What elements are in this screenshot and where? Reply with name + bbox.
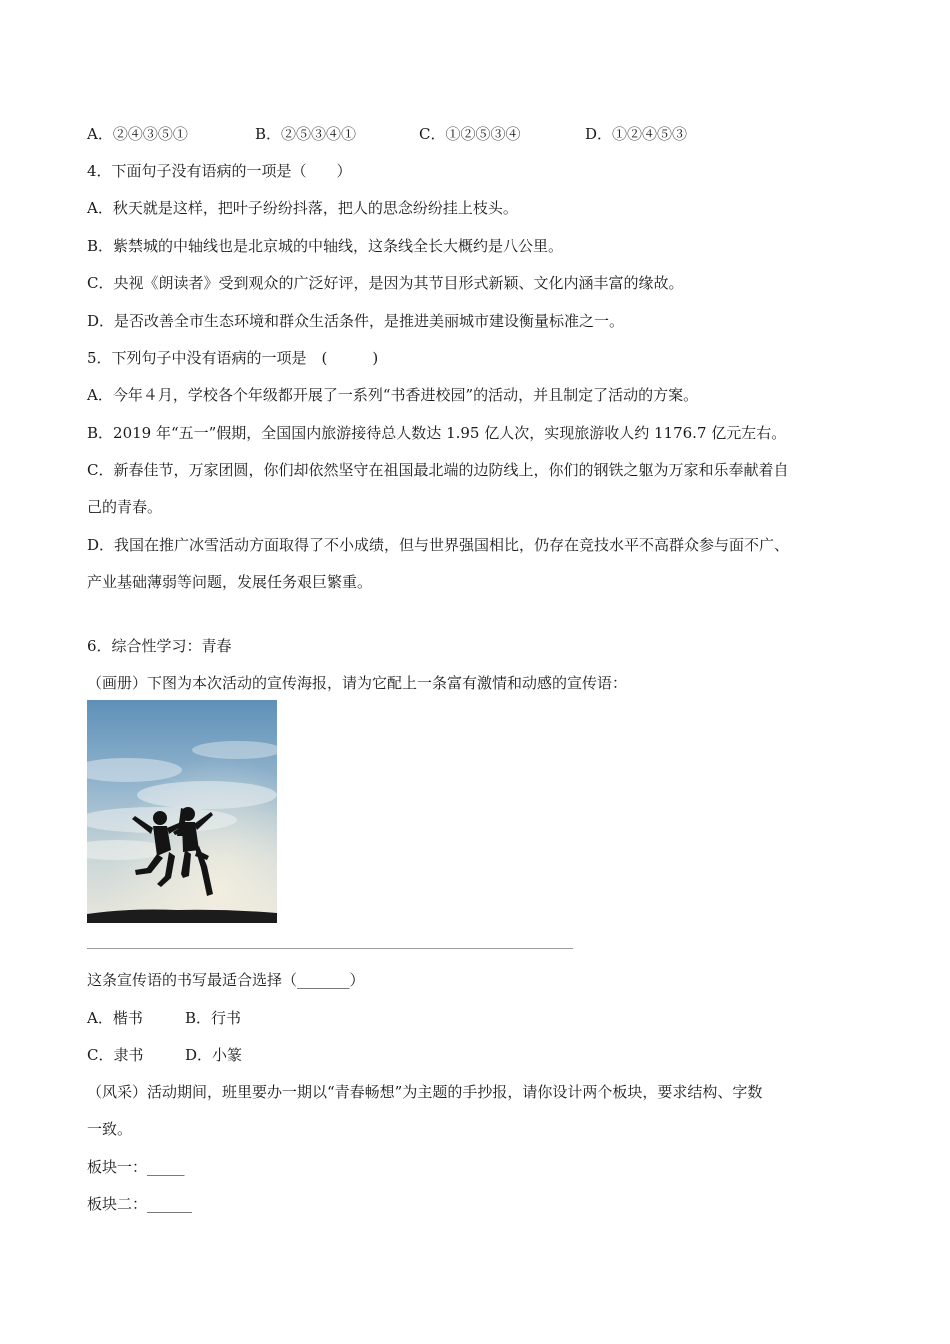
q4-option-c: C．央视《朗读者》受到观众的广泛好评，是因为其节目形式新颖、文化内涵丰富的缘故。 bbox=[87, 274, 684, 292]
q5-option-b: B．2019 年“五一”假期，全国国内旅游接待总人数达 1.95 亿人次，实现旅游收人约 1176.7 亿元左右。 bbox=[87, 424, 787, 442]
q3-options bbox=[87, 124, 687, 144]
answer-line bbox=[87, 948, 573, 949]
poster-image bbox=[87, 700, 277, 923]
q6-option-a: A．楷书 bbox=[87, 1009, 143, 1027]
q3-option-c: C．①②⑤③④ bbox=[419, 125, 521, 143]
q6-calligraphy-row2 bbox=[87, 1045, 242, 1065]
q4-option-a: A．秋天就是这样，把叶子纷纷抖落，把人的思念纷纷挂上枝头。 bbox=[87, 199, 518, 217]
q3-option-a: A．②④③⑤① bbox=[87, 125, 188, 143]
q4-stem: 4．下面句子没有语病的一项是（ ） bbox=[87, 162, 352, 180]
q6-fengcai-line1: （风采）活动期间，班里要办一期以“青春畅想”为主题的手抄报，请你设计两个板块，要求结构、字数 bbox=[87, 1083, 763, 1101]
q6-option-c: C．隶书 bbox=[87, 1046, 144, 1064]
q5-option-d-line2: 产业基础薄弱等问题，发展任务艰巨繁重。 bbox=[87, 573, 373, 591]
q5-option-d-line1: D．我国在推广冰雪活动方面取得了不小成绩，但与世界强国相比，仍存在竞技水平不高群众参与面不广、 bbox=[87, 536, 790, 554]
q6-block2: 板块二：______ bbox=[87, 1195, 193, 1213]
q5-option-a: A．今年４月，学校各个年级都开展了一系列“书香进校园”的活动，并且制定了活动的方案。 bbox=[87, 386, 699, 404]
q4-option-d: D．是否改善全市生态环境和群众生活条件，是推进美丽城市建设衡量标准之一。 bbox=[87, 312, 625, 330]
q6-stem: 6．综合性学习：青春 bbox=[87, 637, 232, 655]
q4-option-b: B．紫禁城的中轴线也是北京城的中轴线，这条线全长大概约是八公里。 bbox=[87, 237, 564, 255]
q6-fengcai-line2: 一致。 bbox=[87, 1120, 133, 1138]
q5-option-c-line1: C．新春佳节，万家团圆，你们却依然坚守在祖国最北端的边防线上，你们的钢铁之躯为万家和乐奉献着自 bbox=[87, 461, 789, 479]
q3-option-b: B．②⑤③④① bbox=[255, 125, 357, 143]
q6-huace-prompt: （画册）下图为本次活动的宣传海报，请为它配上一条富有激情和动感的宣传语： bbox=[87, 674, 628, 692]
q5-option-c-line2: 己的青春。 bbox=[87, 498, 163, 516]
q6-calligraphy-row1 bbox=[87, 1008, 241, 1028]
q3-option-d: D．①②④⑤③ bbox=[585, 125, 688, 143]
q6-block1: 板块一：_____ bbox=[87, 1158, 185, 1176]
q6-calligraphy-question: 这条宣传语的书写最适合选择（_______） bbox=[87, 971, 365, 989]
q6-option-b: B．行书 bbox=[185, 1009, 242, 1027]
q5-stem: 5．下列句子中没有语病的一项是 ( ) bbox=[87, 349, 379, 367]
q6-option-d: D．小篆 bbox=[185, 1046, 243, 1064]
